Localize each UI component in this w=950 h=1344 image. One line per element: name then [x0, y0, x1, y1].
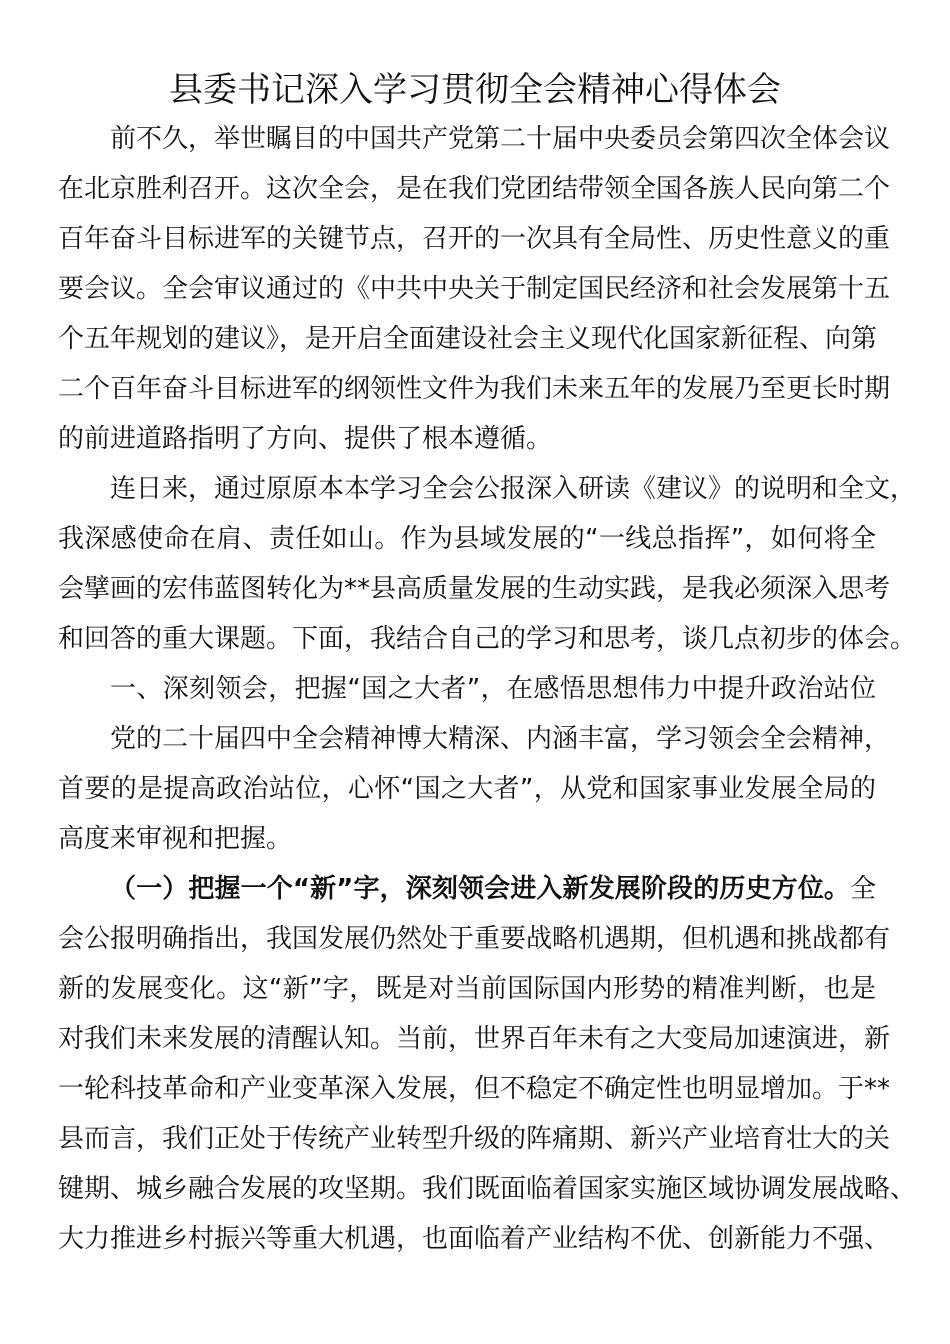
text-line: 个五年规划的建议》，是开启全面建设社会主义现代化国家新征程、向第	[58, 324, 878, 354]
text-line: 一轮科技革命和产业变革深入发展，但不稳定不确定性也明显增加。于**	[58, 1074, 891, 1104]
text-line: 百年奋斗目标进军的关键节点，召开的一次具有全局性、历史性意义的重	[58, 224, 891, 254]
text-line: 会公报明确指出，我国发展仍然处于重要战略机遇期，但机遇和挑战都有	[58, 924, 891, 954]
text-line: 要会议。全会审议通过的《中共中央关于制定国民经济和社会发展第十五	[58, 274, 891, 304]
text-line: 二个百年奋斗目标进军的纲领性文件为我们未来五年的发展乃至更长时期	[58, 374, 891, 404]
text-line: 前不久，举世瞩目的中国共产党第二十届中央委员会第四次全体会议	[110, 124, 891, 154]
text-run: 全	[849, 874, 876, 904]
heading-line: 一、深刻领会，把握“国之大者”，在感悟思想伟力中提升政治站位	[110, 674, 876, 704]
text-line: 键期、城乡融合发展的攻坚期。我们既面临着国家实施区域协调发展战略、	[58, 1174, 917, 1204]
text-line: 首要的是提高政治站位，心怀“国之大者”，从党和国家事业发展全局的	[58, 774, 876, 804]
paragraph-political-stance	[58, 714, 891, 864]
paragraph-intro	[58, 114, 891, 464]
document-title: 县委书记深入学习贯彻全会精神心得体会	[169, 70, 781, 110]
text-line: 和回答的重大课题。下面，我结合自己的学习和思考，谈几点初步的体会。	[58, 624, 917, 654]
section-heading-1	[58, 664, 876, 714]
text-line: 新的发展变化。这“新”字，既是对当前国际国内形势的精准判断，也是	[58, 974, 876, 1004]
text-line: 党的二十届四中全会精神博大精深、内涵丰富，学习领会全会精神，	[110, 724, 891, 754]
subheading-bold: （一）把握一个“新”字，深刻领会进入新发展阶段的历史方位。	[110, 874, 850, 904]
text-line: 对我们未来发展的清醒认知。当前，世界百年未有之大变局加速演进，新	[58, 1024, 891, 1054]
text-line: 连日来，通过原原本本学习全会公报深入研读《建议》的说明和全文，	[110, 474, 917, 504]
text-line: 的前进道路指明了方向、提供了根本遵循。	[58, 424, 553, 454]
document-body	[58, 114, 917, 1264]
text-line	[58, 864, 876, 914]
text-line: 在北京胜利召开。这次全会，是在我们党团结带领全国各族人民向第二个	[58, 174, 891, 204]
text-line: 大力推进乡村振兴等重大机遇，也面临着产业结构不优、创新能力不强、	[58, 1224, 891, 1254]
text-line: 会擘画的宏伟蓝图转化为**县高质量发展的生动实践，是我必须深入思考	[58, 574, 891, 604]
text-line: 县而言，我们正处于传统产业转型升级的阵痛期、新兴产业培育壮大的关	[58, 1124, 891, 1154]
paragraph-new-stage	[58, 864, 917, 1264]
text-line: 高度来审视和把握。	[58, 824, 293, 854]
text-line: 我深感使命在肩、责任如山。作为县域发展的“一线总指挥”，如何将全	[58, 524, 876, 554]
paragraph-study	[58, 464, 917, 664]
